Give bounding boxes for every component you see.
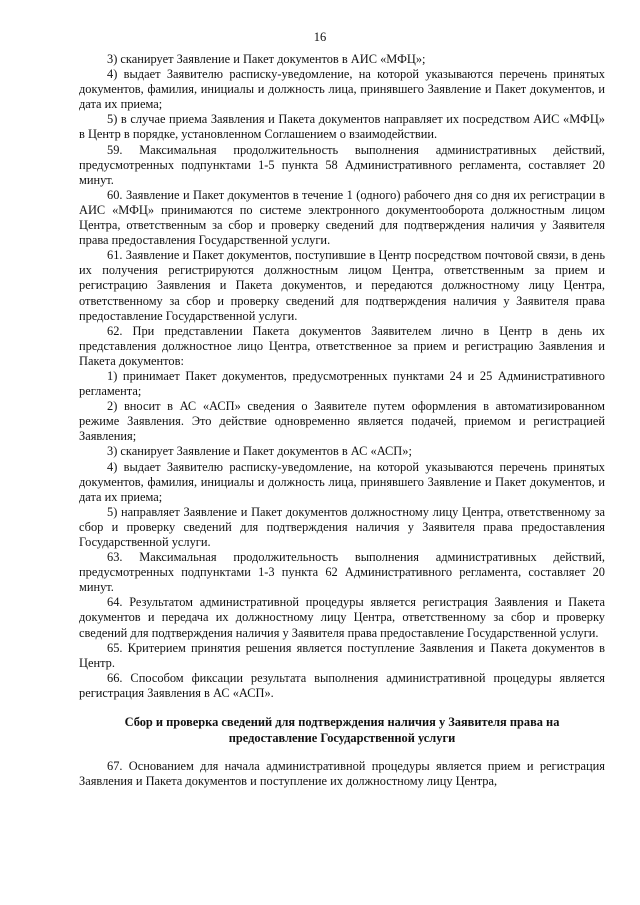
document-body: [79, 52, 605, 789]
list-item-3-scan-mfc: 3) сканирует Заявление и Пакет документов в АИС «МФЦ»;: [107, 52, 426, 66]
list-item-3-scan-asp: 3) сканирует Заявление и Пакет документов в АС «АСП»;: [107, 444, 412, 459]
clause-65: 65. Критерием принятия решения является поступление Заявления и Пакета документов в Центр.: [79, 640, 605, 670]
clause-60: 60. Заявление и Пакет документов в течение 1 (одного) рабочего дня со дня их регистрации в АИС «МФЦ» принимаются по системе электронного документооборота должностным лицом Центра, ответственным за сбор и проверку сведений для подтверждения наличия у Заявителя права предоставления Государственной услуги.: [79, 187, 605, 248]
clause-67: 67. Основанием для начала административной процедуры является прием и регистрация Заявления и Пакета документов и поступление их должностному лицу Центра,: [79, 759, 605, 789]
list-item-4-receipt-asp: 4) выдает Заявителю расписку-уведомление, на которой указываются перечень принятых документов, фамилия, инициалы и должность лица, принявшего Заявление и Пакет документов, и дата их приема;: [79, 459, 605, 504]
list-item-5-forward-asp: 5) направляет Заявление и Пакет документов должностному лицу Центра, ответственному за сбор и проверку сведений для подтверждения наличия у Заявителя права предоставления Государственной услуги.: [79, 504, 605, 549]
clause-63: 63. Максимальная продолжительность выполнения административных действий, предусмотренных подпунктами 1-3 пункта 62 Административного регламента, составляет 20 минут.: [79, 550, 605, 595]
list-item-2-enter-asp: 2) вносит в АС «АСП» сведения о Заявителе путем оформления в автоматизированном режиме Заявления. Это действие одновременно является подачей, приемом и регистрацией Заявления;: [79, 399, 605, 444]
list-item-5-forward-mfc: 5) в случае приема Заявления и Пакета документов направляет их посредством АИС «МФЦ» в Центр в порядке, установленном Соглашением о взаимодействии.: [79, 112, 605, 142]
clause-62: 62. При представлении Пакета документов Заявителем лично в Центр в день их представления должностное лицо Центра, ответственное за прием и регистрацию Заявления и Пакета документов:: [79, 323, 605, 368]
list-item-1-accept: 1) принимает Пакет документов, предусмотренных пунктами 24 и 25 Административного регламента;: [79, 368, 605, 399]
clause-59: 59. Максимальная продолжительность выполнения административных действий, предусмотренных подпунктами 1-5 пункта 58 Административного регламента, составляет 20 минут.: [79, 142, 605, 187]
page-number: 16: [313, 30, 327, 44]
clause-66: 66. Способом фиксации результата выполнения административной процедуры является регистрация Заявления в АС «АСП».: [79, 670, 605, 700]
list-item-4-receipt-mfc: 4) выдает Заявителю расписку-уведомление, на которой указываются перечень принятых документов, фамилия, инициалы и должность лица, принявшего Заявление и Пакет документов, и дата их приема;: [79, 67, 605, 112]
section-heading: Сбор и проверка сведений для подтверждения наличия у Заявителя права на предоставление Государственной услуги: [124, 715, 560, 745]
clause-61: 61. Заявление и Пакет документов, поступившие в Центр посредством почтовой связи, в день их получения регистрируются должностным лицом Центра, ответственным за прием и регистрацию Заявления и Пакета документов, и передаются должностному лицу Центра, ответственному за сбор и проверку сведений для подтверждения наличия у Заявителя права предоставление Государственной услуги.: [79, 248, 605, 323]
clause-64: 64. Результатом административной процедуры является регистрация Заявления и Пакета документов и передача их должностному лицу Центра, ответственному за сбор и проверку сведений для подтверждения наличия у Заявителя права предоставление Государственной услуги.: [79, 595, 605, 640]
